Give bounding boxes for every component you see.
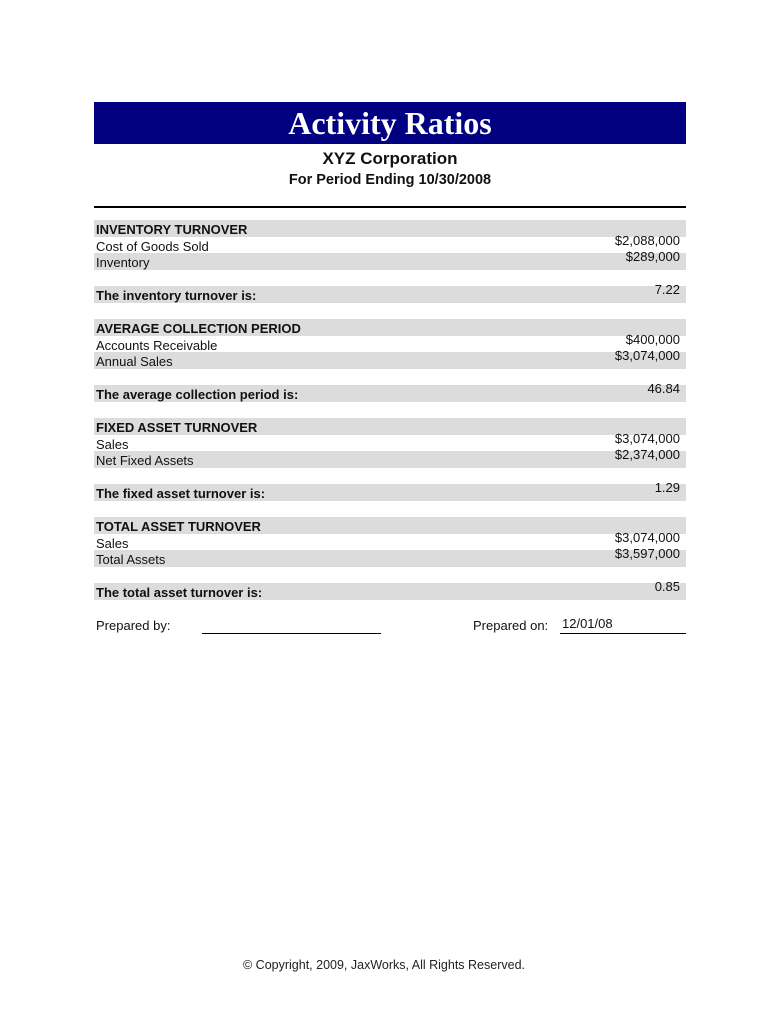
header-divider (94, 206, 686, 208)
row-value: $400,000 (625, 331, 680, 347)
section-heading-inventory-turnover (94, 220, 686, 237)
table-row (94, 348, 686, 369)
ratio-table (94, 220, 686, 600)
result-label: The inventory turnover is: (96, 288, 257, 303)
report-period: For Period Ending 10/30/2008 (288, 172, 492, 188)
result-row-average-collection-period (94, 381, 686, 402)
prepared-on-date: 12/01/08 (562, 615, 613, 631)
row-label: Total Assets (96, 552, 166, 567)
table-row (94, 331, 686, 353)
section-heading-label: TOTAL ASSET TURNOVER (96, 519, 261, 534)
row-value: $2,088,000 (614, 232, 680, 248)
row-label: Net Fixed Assets (96, 453, 194, 468)
row-value: $289,000 (625, 249, 680, 264)
prepared-by-signature-line (202, 633, 381, 634)
copyright-footer: © Copyright, 2009, JaxWorks, All Rights Reserved. (242, 958, 525, 972)
section-heading-label: FIXED ASSET TURNOVER (96, 420, 258, 435)
section-heading-average-collection-period (94, 319, 686, 336)
report-title: Activity Ratios (94, 102, 686, 144)
row-value: $3,074,000 (614, 348, 680, 363)
spacer-row (94, 270, 686, 287)
spacer-row (94, 303, 686, 320)
row-label: Accounts Receivable (96, 337, 218, 353)
table-row (94, 546, 686, 567)
prepared-on-label: Prepared on: (473, 617, 549, 633)
result-value: 0.85 (654, 579, 680, 594)
report-sheet (94, 102, 686, 636)
spacer-row (94, 501, 686, 518)
row-value: $3,074,000 (614, 529, 680, 545)
row-value: $3,597,000 (614, 546, 680, 561)
row-value: $2,374,000 (614, 447, 680, 462)
spacer-row (94, 369, 686, 386)
result-row-total-asset-turnover (94, 579, 686, 600)
spacer-row (94, 402, 686, 419)
result-value: 1.29 (654, 480, 680, 495)
result-label: The average collection period is: (96, 387, 299, 402)
result-label: The total asset turnover is: (96, 585, 263, 600)
company-name: XYZ Corporation (322, 149, 458, 168)
table-row (94, 529, 686, 551)
section-heading-label: INVENTORY TURNOVER (96, 222, 248, 237)
result-row-fixed-asset-turnover (94, 480, 686, 501)
result-label: The fixed asset turnover is: (96, 486, 266, 501)
row-value: $3,074,000 (614, 430, 680, 446)
row-label: Annual Sales (96, 354, 173, 369)
row-label: Cost of Goods Sold (96, 238, 209, 254)
prepared-section (94, 614, 686, 636)
row-label: Inventory (96, 255, 150, 270)
result-value: 7.22 (654, 282, 680, 297)
row-label: Sales (96, 535, 129, 551)
section-heading-fixed-asset-turnover (94, 418, 686, 435)
table-row (94, 249, 686, 270)
table-row (94, 430, 686, 452)
result-value: 46.84 (647, 381, 680, 396)
table-row (94, 447, 686, 468)
section-heading-label: AVERAGE COLLECTION PERIOD (96, 321, 301, 336)
section-heading-total-asset-turnover (94, 517, 686, 534)
prepared-by-label: Prepared by: (96, 617, 171, 633)
spacer-row (94, 567, 686, 584)
spacer-row (94, 468, 686, 485)
result-row-inventory-turnover (94, 282, 686, 303)
row-label: Sales (96, 436, 129, 452)
prepared-on-line (560, 633, 686, 634)
table-row (94, 232, 686, 254)
